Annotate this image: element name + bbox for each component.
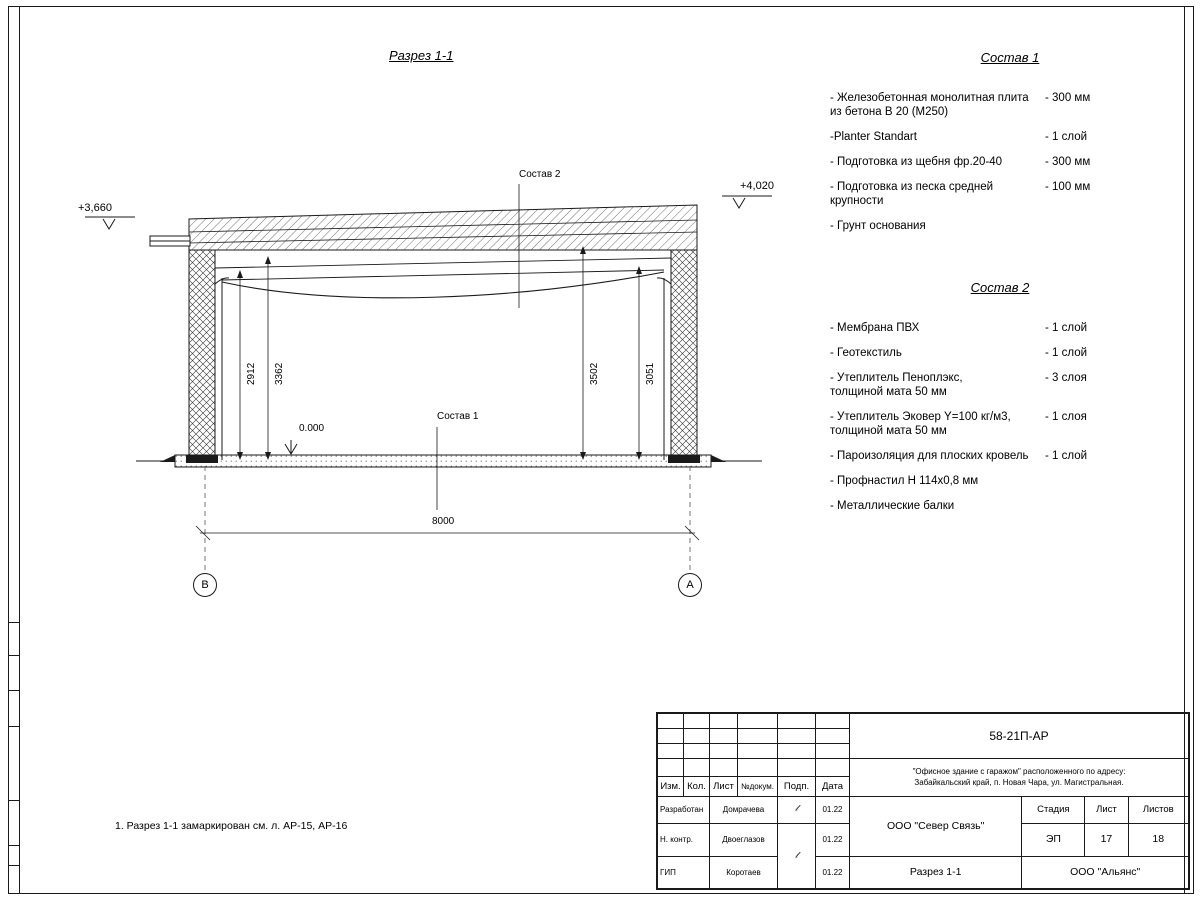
spec-row (830, 474, 1170, 488)
stage-value: ЭП (1022, 824, 1085, 857)
row1-role: Разработан (658, 796, 710, 824)
spec-row-label: - Железобетонная монолитная плита из бетона В 20 (М250) (830, 92, 1029, 118)
spec-row-value: - 100 мм (1045, 181, 1091, 193)
spec-row-value: - 1 слой (1045, 347, 1088, 359)
object-line-2: Забайкальский край, п. Новая Чара, ул. Магистральная. (914, 778, 1124, 788)
callout-sostav2-label: Состав 2 (519, 169, 561, 180)
stamp-blank-1 (658, 714, 684, 729)
margin-divider-7 (8, 865, 20, 866)
margin-divider-4 (8, 726, 20, 727)
dimension-span-8000: 8000 (432, 516, 455, 527)
header-lists-total: Листов (1128, 796, 1188, 824)
axis-bubble-left: В (193, 573, 217, 597)
spec-row-label: -Planter Standart (830, 131, 917, 143)
header-stage: Стадия (1022, 796, 1085, 824)
spec-row (830, 321, 1170, 335)
header-list: Лист (710, 776, 738, 796)
spec-row-label: - Пароизоляция для плоских кровель (830, 450, 1029, 462)
spec-row-value: - 300 мм (1045, 156, 1091, 168)
company-name: ООО "Север Связь" (850, 796, 1022, 856)
stamp-blank-5 (778, 714, 816, 729)
spec-row-value: - 1 слой (1045, 322, 1088, 334)
stamp-blank-13 (658, 744, 684, 759)
stamp-blank-22 (738, 759, 778, 777)
row2-name: Двоеглазов (710, 824, 778, 857)
spec-block-2 (830, 280, 1170, 524)
spec-row-value: - 3 слоя (1045, 372, 1087, 384)
stamp-blank-16 (738, 744, 778, 759)
margin-divider-6 (8, 845, 20, 846)
list-value: 17 (1085, 824, 1128, 857)
spec-row-label: - Металлические балки (830, 500, 955, 512)
row2-signature-icon: 𝓉 (778, 824, 816, 889)
elevation-ground-label: 0.000 (299, 423, 325, 434)
dimension-3362: 3362 (274, 362, 285, 385)
sheet-title: Разрез 1-1 (850, 856, 1022, 889)
stamp-blank-15 (710, 744, 738, 759)
row3-role: ГИП (658, 856, 710, 889)
spec-row-label: - Утеплитель Пеноплэкс, толщиной мата 50 мм (830, 372, 963, 398)
row2-date: 01.22 (816, 824, 850, 857)
title-block (656, 712, 1190, 890)
spec-row-value: - 1 слой (1045, 131, 1088, 143)
spec-row-label: - Утеплитель Эковер Y=100 кг/м3, толщиной мата 50 мм (830, 411, 1011, 437)
stamp-blank-18 (816, 744, 850, 759)
spec2-title: Состав 2 (970, 280, 1030, 295)
spec-row (830, 499, 1170, 513)
section-title: Разрез 1-1 (389, 48, 454, 63)
spec-row-value: - 1 слоя (1045, 411, 1087, 423)
row3-name: Коротаев (710, 856, 778, 889)
header-podp: Подп. (778, 776, 816, 796)
row1-date: 01.22 (816, 796, 850, 824)
spec-row (830, 180, 1170, 208)
header-data: Дата (816, 776, 850, 796)
margin-divider-5 (8, 800, 20, 801)
margin-divider-1 (8, 622, 20, 623)
stamp-blank-8 (684, 729, 710, 744)
header-kol: Кол. (684, 776, 710, 796)
spec-row (830, 410, 1170, 438)
margin-divider-3 (8, 690, 20, 691)
axis-bubble-right: А (678, 573, 702, 597)
stamp-blank-9 (710, 729, 738, 744)
drawing-note: 1. Разрез 1-1 замаркирован см. л. АР-15, АР-16 (115, 820, 348, 832)
callout-sostav1-label: Состав 1 (437, 411, 479, 422)
spec-row (830, 91, 1170, 119)
organization-name: ООО "Альянс" (1022, 856, 1189, 889)
spec-row (830, 219, 1170, 233)
stamp-blank-11 (778, 729, 816, 744)
dimension-3502: 3502 (589, 362, 600, 385)
stamp-blank-24 (816, 759, 850, 777)
stamp-blank-4 (738, 714, 778, 729)
stamp-blank-7 (658, 729, 684, 744)
stamp-blank-23 (778, 759, 816, 777)
spec-row (830, 346, 1170, 360)
row1-signature-icon: 𝓉 (778, 796, 816, 824)
spec-row (830, 155, 1170, 169)
stamp-blank-19 (658, 759, 684, 777)
title-block-table (657, 713, 1189, 889)
spec-row-label: - Грунт основания (830, 220, 926, 232)
stamp-blank-20 (684, 759, 710, 777)
stamp-blank-21 (710, 759, 738, 777)
stamp-blank-3 (710, 714, 738, 729)
spec-row-label: - Профнастил Н 114х0,8 мм (830, 475, 979, 487)
row1-name: Домрачева (710, 796, 778, 824)
stamp-blank-17 (778, 744, 816, 759)
stamp-blank-2 (684, 714, 710, 729)
margin-divider-2 (8, 655, 20, 656)
spec-row-label: - Мембрана ПВХ (830, 322, 920, 334)
elevation-right-label: +4,020 (740, 180, 774, 192)
stamp-blank-10 (738, 729, 778, 744)
stamp-blank-6 (816, 714, 850, 729)
spec-row-value: - 1 слой (1045, 450, 1088, 462)
spec-row-value: - 300 мм (1045, 92, 1091, 104)
row2-role: Н. контр. (658, 824, 710, 857)
spec-block-1 (830, 50, 1170, 244)
spec1-title: Состав 1 (980, 50, 1040, 65)
sheet-left-margin-strip (8, 6, 20, 894)
header-list-no: Лист (1085, 796, 1128, 824)
lists-value: 18 (1128, 824, 1188, 857)
spec-row-label: - Геотекстиль (830, 347, 902, 359)
dimension-3051: 3051 (645, 362, 656, 385)
header-izm: Изм. (658, 776, 684, 796)
row3-date: 01.22 (816, 856, 850, 889)
spec-row-label: - Подготовка из песка средней крупности (830, 181, 994, 207)
spec-row (830, 371, 1170, 399)
spec-row (830, 130, 1170, 144)
spec-row (830, 449, 1170, 463)
object-line-1: "Офисное здание с гаражом" расположенного по адресу: (912, 767, 1126, 777)
stamp-blank-12 (816, 729, 850, 744)
header-ndok: №докум. (738, 776, 778, 796)
dimension-2912: 2912 (246, 362, 257, 385)
project-code: 58-21П-АР (850, 714, 1189, 759)
spec-row-label: - Подготовка из щебня фр.20-40 (830, 156, 1003, 168)
elevation-left-label: +3,660 (78, 202, 112, 214)
object-description (850, 759, 1189, 797)
stamp-blank-14 (684, 744, 710, 759)
